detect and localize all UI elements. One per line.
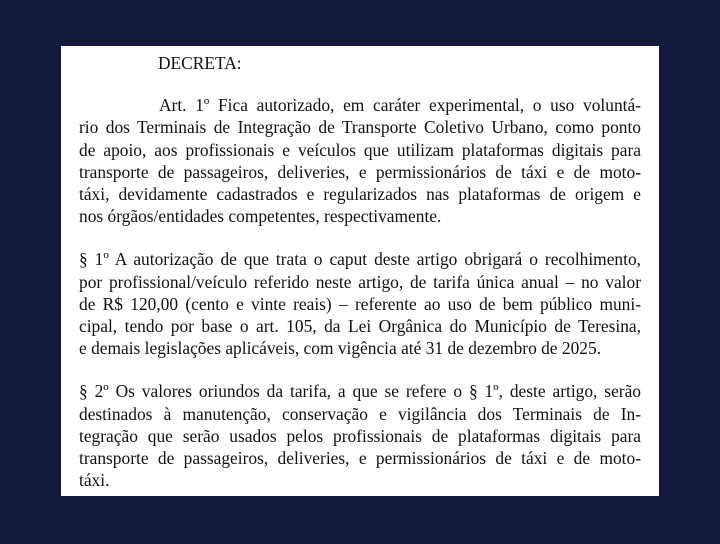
paragraph-2-line: tegração que serão usados pelos profissionais de plataformas digitais para <box>79 425 641 446</box>
article-1-line: Art. 1º Fica autorizado, em caráter experimental, o uso voluntá- <box>159 95 641 116</box>
paragraph-2 <box>79 380 641 491</box>
article-1 <box>79 94 641 227</box>
article-1-line: nos órgãos/entidades competentes, respectivamente. <box>79 206 442 227</box>
paragraph-1-line: cipal, tendo por base o art. 105, da Lei Orgânica do Município de Teresina, <box>79 316 641 337</box>
paragraph-1-line: por profissional/veículo referido neste artigo, de tarifa única anual – no valor <box>79 271 641 292</box>
paragraph-1-line: § 1º A autorização de que trata o caput deste artigo obrigará o recolhimento, <box>79 249 641 270</box>
document-page <box>61 46 659 496</box>
article-1-line: transporte de passageiros, deliveries, e permissionários de táxi e de moto- <box>79 161 641 182</box>
paragraph-2-line: transporte de passageiros, deliveries, e permissionários de táxi e de moto- <box>79 448 641 469</box>
paragraph-1-line: de R$ 120,00 (cento e vinte reais) – referente ao uso de bem público muni- <box>79 293 641 314</box>
paragraph-1-line: e demais legislações aplicáveis, com vigência até 31 de dezembro de 2025. <box>79 338 601 359</box>
paragraph-2-line: táxi. <box>79 470 110 491</box>
article-1-line: táxi, devidamente cadastrados e regularizados nas plataformas de origem e <box>79 184 641 205</box>
decree-heading: DECRETA: <box>158 53 242 73</box>
article-1-line: rio dos Terminais de Integração de Transporte Coletivo Urbano, como ponto <box>79 117 641 138</box>
paragraph-2-line: § 2º Os valores oriundos da tarifa, a que se refere o § 1º, deste artigo, serão <box>79 381 641 402</box>
paragraph-1 <box>79 248 641 359</box>
article-1-line: de apoio, aos profissionais e veículos que utilizam plataformas digitais para <box>79 139 641 160</box>
paragraph-2-line: destinados à manutenção, conservação e vigilância dos Terminais de In- <box>79 403 641 424</box>
